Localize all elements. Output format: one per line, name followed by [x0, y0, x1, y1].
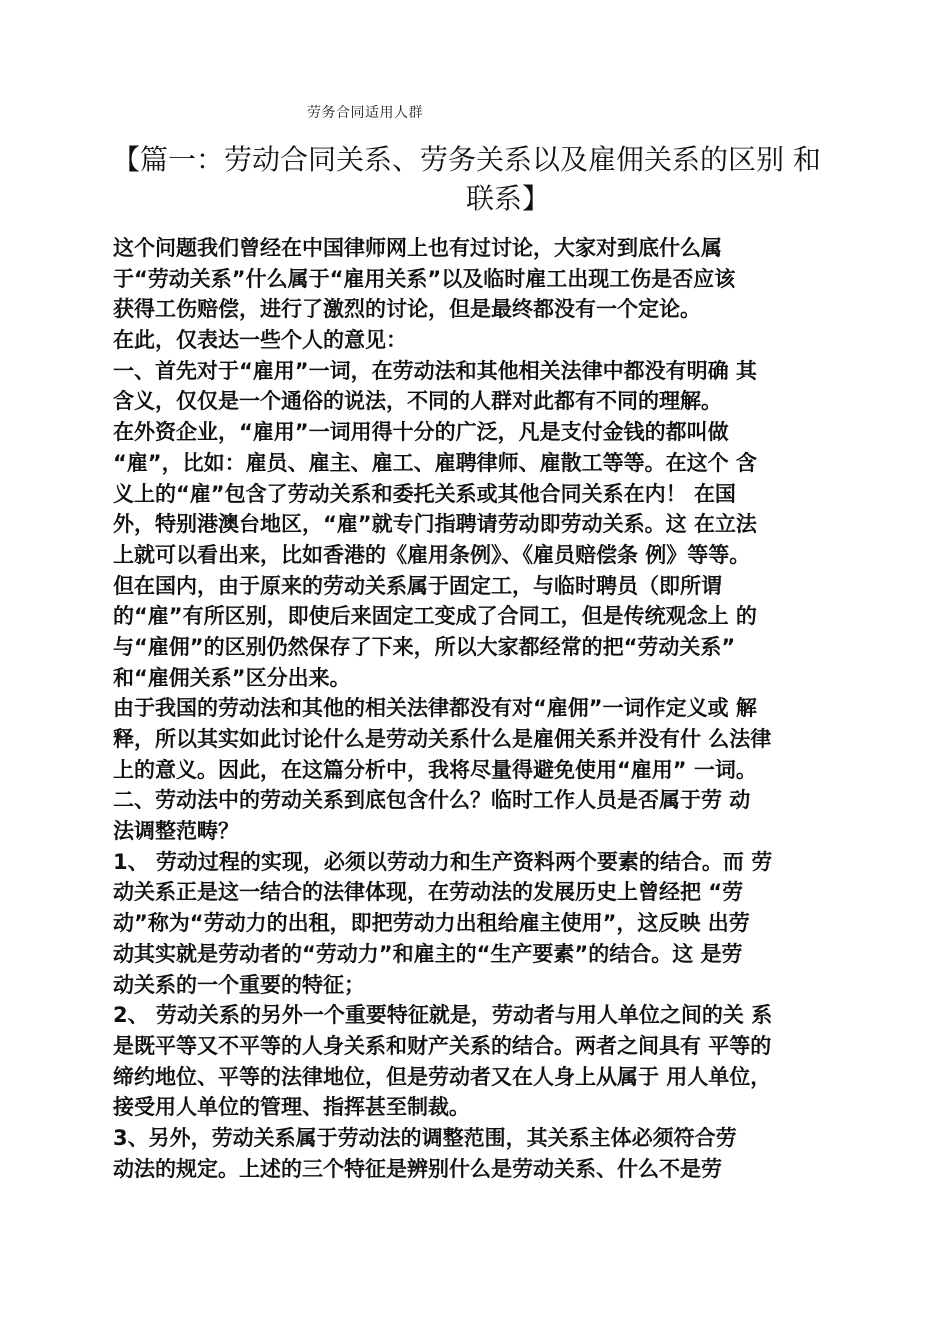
- body-line: 的“雇”有所区别，即使后来固定工变成了合同工，但是传统观念上 的: [113, 604, 757, 629]
- body-line: 由于我国的劳动法和其他的相关法律都没有对“雇佣”一词作定义或 解: [113, 696, 757, 721]
- body-line: 接受用人单位的管理、指挥甚至制裁。: [113, 1095, 470, 1120]
- title-line-2: 联系】: [465, 182, 550, 215]
- body-line: 获得工伤赔偿，进行了激烈的讨论，但是最终都没有一个定论。: [113, 297, 701, 322]
- page-header: 劳务合同适用人群: [307, 105, 423, 121]
- body-line: 与“雇佣”的区别仍然保存了下来，所以大家都经常的把“劳动关系”: [113, 634, 736, 659]
- body-line: 动其实就是劳动者的“劳动力”和雇主的“生产要素”的结合。这 是劳: [113, 941, 743, 966]
- body-line: 在外资企业，“雇用”一词用得十分的广泛，凡是支付金钱的都叫做: [113, 420, 729, 445]
- body-line: 动”称为“劳动力的出租，即把劳动力出租给雇主使用”，这反映 出劳: [113, 911, 750, 936]
- body-line: 上就可以看出来，比如香港的《雇用条例》、《雇员赔偿条 例》等等。: [113, 542, 751, 567]
- body-line: 于“劳动关系”什么属于“雇用关系”以及临时雇工出现工伤是否应该: [113, 266, 736, 291]
- body-line: 缔约地位、平等的法律地位，但是劳动者又在人身上从属于 用人单位，: [113, 1064, 772, 1089]
- body-line: 法调整范畴？: [113, 819, 239, 844]
- body-text: [113, 233, 863, 1184]
- body-line: 二、劳动法中的劳动关系到底包含什么？临时工作人员是否属于劳 动: [113, 788, 751, 813]
- body-line: “雇”，比如：雇员、雇主、雇工、雇聘律师、雇散工等等。在这个 含: [113, 450, 757, 475]
- body-line: 动关系正是这一结合的法律体现，在劳动法的发展历史上曾经把 “劳: [113, 880, 744, 905]
- body-line: 含义，仅仅是一个通俗的说法，不同的人群对此都有不同的理解。: [113, 389, 722, 414]
- body-line: 3、另外，劳动关系属于劳动法的调整范围，其关系主体必须符合劳: [113, 1125, 737, 1150]
- body-line: 动关系的一个重要的特征；: [113, 972, 365, 997]
- document-title: [112, 140, 858, 218]
- body-line: 一、首先对于“雇用”一词，在劳动法和其他相关法律中都没有明确 其: [113, 358, 757, 383]
- body-line: 义上的“雇”包含了劳动关系和委托关系或其他合同关系在内！ 在国: [113, 481, 736, 506]
- body-line: 和“雇佣关系”区分出来。: [113, 665, 351, 690]
- body-line: 这个问题我们曾经在中国律师网上也有过讨论，大家对到底什么属: [113, 236, 722, 260]
- body-line: 释，所以其实如此讨论什么是劳动关系什么是雇佣关系并没有什 么法律: [113, 727, 772, 751]
- body-line: 外，特别港澳台地区，“雇”就专门指聘请劳动即劳动关系。这 在立法: [113, 512, 757, 537]
- body-line: 在此，仅表达一些个人的意见：: [113, 328, 407, 353]
- title-line-1: 【篇一：劳动合同关系、劳务关系以及雇佣关系的区别 和: [112, 143, 821, 176]
- body-line: 上的意义。因此，在这篇分析中，我将尽量得避免使用“雇用” 一词。: [113, 757, 757, 782]
- body-line: 动法的规定。上述的三个特征是辨别什么是劳动关系、什么不是劳: [113, 1156, 722, 1181]
- body-line: 是既平等又不平等的人身关系和财产关系的结合。两者之间具有 平等的: [113, 1033, 772, 1058]
- body-line: 但在国内，由于原来的劳动关系属于固定工，与临时聘员（即所谓: [113, 573, 722, 598]
- body-line: 2、 劳动关系的另外一个重要特征就是，劳动者与用人单位之间的关 系: [113, 1003, 773, 1028]
- body-line: 1、 劳动过程的实现，必须以劳动力和生产资料两个要素的结合。而 劳: [113, 849, 773, 874]
